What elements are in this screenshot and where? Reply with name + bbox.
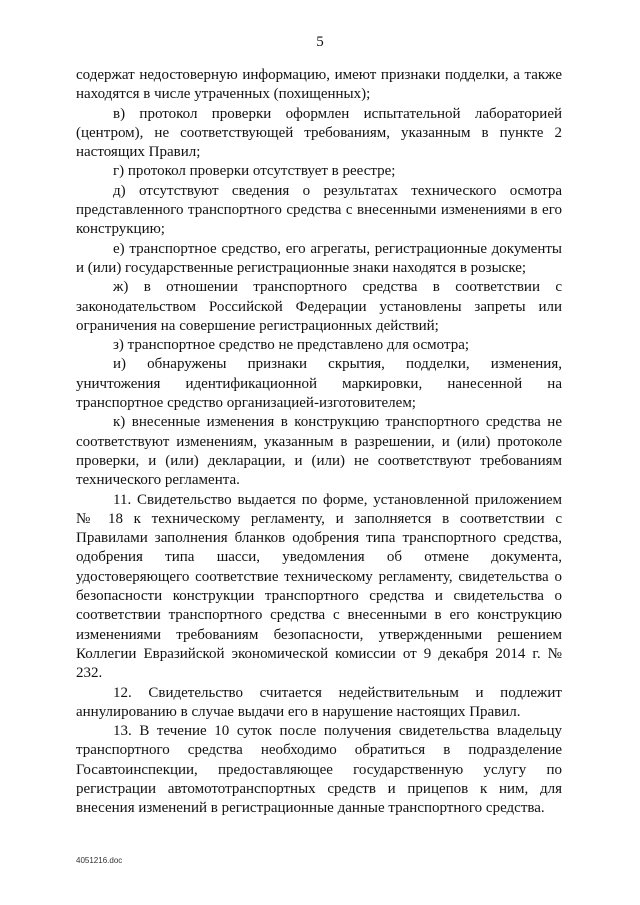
paragraph-continuation: содержат недостоверную информацию, имеют признаки подделки, а также находятся в числе утраченных (похищенных); — [76, 67, 562, 103]
paragraph-item-v: в) протокол проверки оформлен испытательной лабораторией (центром), не соответствующей требованиям, указанным в пункте 2 настоящих Правил; — [76, 105, 562, 161]
footer-filename: 4051216.doc — [76, 856, 123, 865]
paragraph-clause-13: 13. В течение 10 суток после получения свидетельства владельцу транспортного средства необходимо обратиться в подразделение Госавтоинспекции, предоставляющее государственную услугу по регистрации автомототранспортных средств и прицепов к ним, для внесения изменений в регистрационные данные транспортного средства. — [76, 723, 562, 817]
paragraph-item-i: и) обнаружены признаки скрытия, подделки, изменения, уничтожения идентификационной маркировки, нанесенной на транспортное средство организацией-изготовителем; — [76, 356, 562, 412]
paragraph-item-z: з) транспортное средство не представлено для осмотра; — [113, 337, 470, 354]
page-number: 5 — [316, 34, 324, 50]
document-body — [76, 66, 562, 819]
paragraph-item-k: к) внесенные изменения в конструкцию транспортного средства не соответствуют изменениям, указанным в разрешении, и (или) протоколе проверки, и (или) декларации, и (или) не соответствуют требованиям технического регламента. — [76, 414, 562, 489]
paragraph-item-d: д) отсутствуют сведения о результатах технического осмотра представленного транспортного средства с внесенными изменениями в его конструкцию; — [76, 182, 562, 238]
paragraph-clause-11: 11. Свидетельство выдается по форме, установленной приложением № 18 к техническому регламенту, и заполняется в соответствии с Правилами заполнения бланков одобрения типа транспортного средства, одобрения типа шасси, уведомления об отмене документа, удостоверяющего соответствие техническому регламенту, свидетельства о безопасности конструкции транспортного средства и свидетельства о соответствии транспортного средства с внесенными в его конструкцию изменениями требованиям безопасности, утвержденными решением Коллегии Евразийской экономической комиссии от 9 декабря 2014 г. № 232. — [76, 491, 562, 682]
paragraph-item-zh: ж) в отношении транспортного средства в соответствии с законодательством Российской Федерации установлены запреты или ограничения на совершение регистрационных действий; — [76, 279, 562, 334]
paragraph-clause-12: 12. Свидетельство считается недействительным и подлежит аннулированию в случае выдачи его в нарушение настоящих Правил. — [76, 684, 562, 720]
paragraph-item-e: е) транспортное средство, его агрегаты, регистрационные документы и (или) государственные регистрационные знаки находятся в розыске; — [76, 240, 562, 276]
paragraph-item-g: г) протокол проверки отсутствует в реестре; — [113, 163, 396, 180]
